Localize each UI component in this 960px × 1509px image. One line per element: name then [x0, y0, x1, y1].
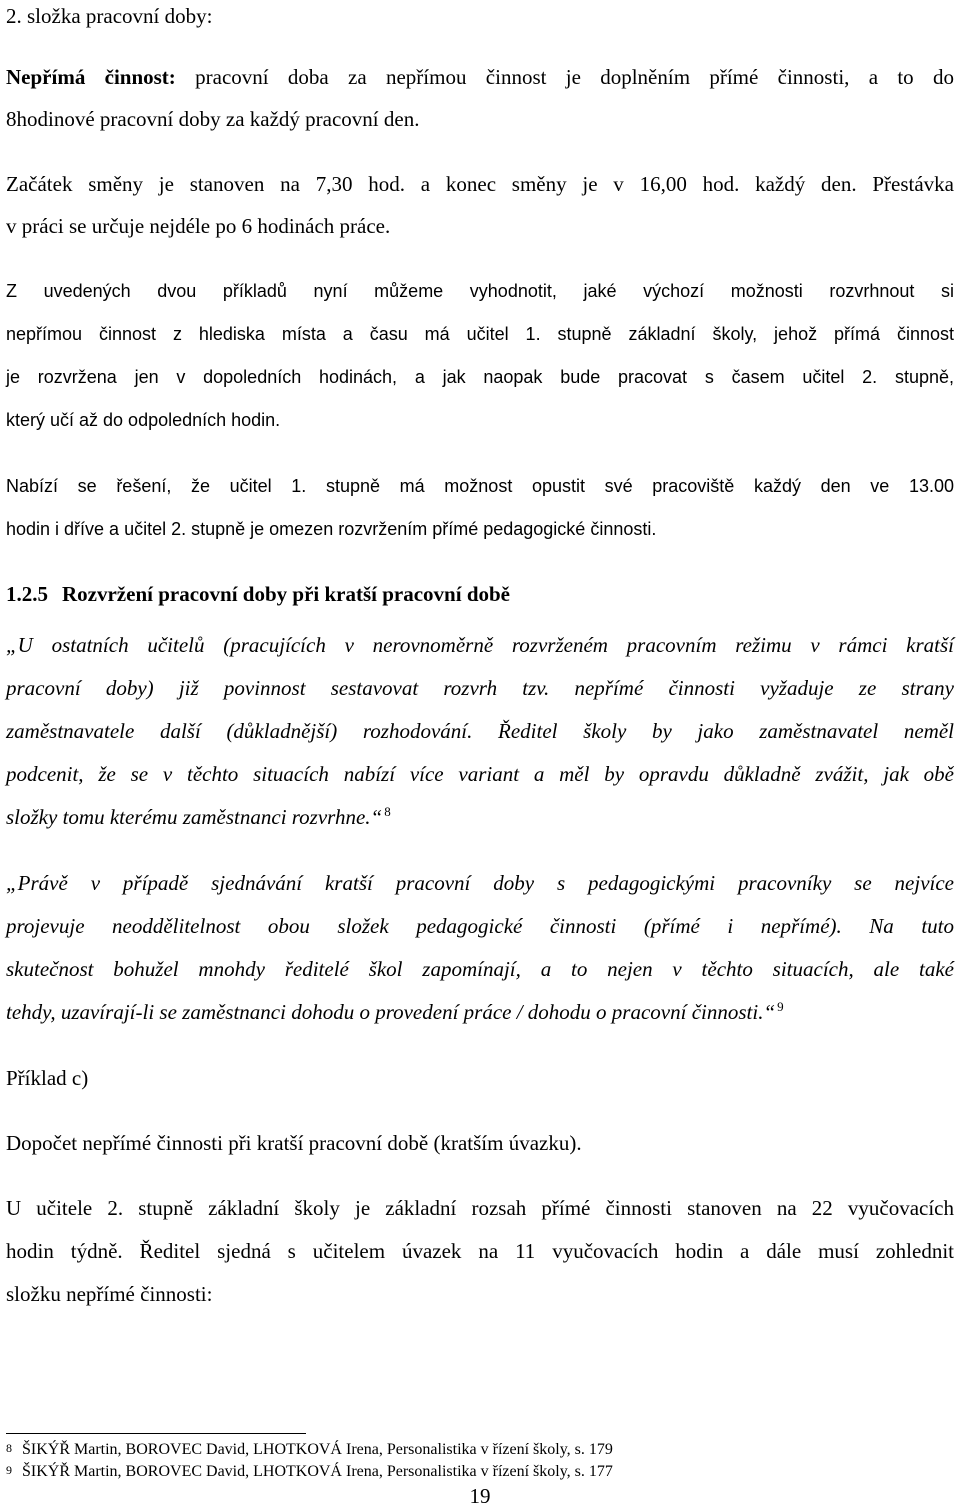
example-title: Dopočet nepřímé činnosti při kratší pracovní době (kratším úvazku).: [6, 1131, 582, 1155]
solution-paragraph-line-2: hodin i dříve a učitel 2. stupně je omezen rozvržením přímé pedagogické činnosti.: [6, 519, 657, 539]
quote2-line-2: projevuje neoddělitelnost obou složek pedagogické činnosti (přímé i nepřímé). Na tuto: [6, 914, 954, 938]
subsection-heading: [6, 580, 510, 608]
evaluation-paragraph-line-1: Z uvedených dvou příkladů nyní můžeme vyhodnotit, jaké výchozí možnosti rozvrhnout si: [6, 281, 954, 301]
example-paragraph-line-1: U učitele 2. stupně základní školy je základní rozsah přímé činnosti stanoven na 22 vyučovacích: [6, 1196, 954, 1220]
quote1-line-2: pracovní doby) již povinnost sestavovat rozvrh tzv. nepřímé činnosti vyžaduje ze strany: [6, 676, 954, 700]
indirect-paragraph-line-1: [6, 63, 954, 91]
footnote-text: ŠIKÝŘ Martin, BOROVEC David, LHOTKOVÁ Irena, Personalistika v řízení školy, s. 177: [22, 1463, 613, 1480]
indirect-text: pracovní doba za nepřímou činnost je doplněním přímé činnosti, a to do: [175, 65, 954, 89]
footnote-ref-9[interactable]: 9: [777, 999, 784, 1014]
example-paragraph-line-3: složku nepřímé činnosti:: [6, 1282, 213, 1306]
quote1-line-4: podcenit, že se v těchto situacích nabízí více variant a měl by opravdu důkladně zvážit, jak obě: [6, 762, 954, 786]
evaluation-paragraph-line-4: který učí až do odpoledních hodin.: [6, 410, 281, 430]
subsection-title: Rozvržení pracovní doby při kratší pracovní době: [62, 582, 511, 606]
footnote-number: 8: [6, 1441, 12, 1455]
example-paragraph-line-2: hodin týdně. Ředitel sjedná s učitelem úvazek na 11 vyučovacích hodin a dále musí zohlednit: [6, 1239, 954, 1263]
quote1-end-text: složky tomu kterému zaměstnanci rozvrhne.“: [6, 805, 383, 829]
shift-paragraph-line-2: v práci se určuje nejdéle po 6 hodinách práce.: [6, 214, 391, 238]
page-number: 19: [469, 1484, 491, 1508]
quote1-line-3: zaměstnavatele další (důkladnější) rozhodování. Ředitel školy by jako zaměstnavatel neměl: [6, 719, 954, 743]
footnote-9: [6, 1462, 613, 1482]
footnote-ref-8[interactable]: 8: [384, 804, 391, 819]
evaluation-paragraph-line-3: je rozvržena jen v dopoledních hodinách, a jak naopak bude pracovat s časem učitel 2. stupně,: [6, 367, 954, 387]
evaluation-paragraph-line-2: nepřímou činnost z hlediska místa a času má učitel 1. stupně základní školy, jehož přímá činnost: [6, 324, 954, 344]
section-heading: 2. složka pracovní doby:: [6, 4, 213, 28]
solution-paragraph-line-1: Nabízí se řešení, že učitel 1. stupně má možnost opustit své pracoviště každý den ve 13.00: [6, 476, 954, 496]
footnote-number: 9: [6, 1463, 12, 1477]
quote1-line-1: „U ostatních učitelů (pracujících v nerovnoměrně rozvrženém pracovním režimu v rámci kratší: [6, 633, 954, 657]
indirect-paragraph-line-2: 8hodinové pracovní doby za každý pracovní den.: [6, 107, 420, 131]
quote2-line-1: „Právě v případě sjednávání kratší pracovní doby s pedagogickými pracovníky se nejvíce: [6, 871, 954, 895]
quote2-line-4: [6, 998, 784, 1026]
indirect-label: Nepřímá činnost:: [6, 65, 176, 89]
shift-paragraph-line-1: Začátek směny je stanoven na 7,30 hod. a konec směny je v 16,00 hod. každý den. Přestávka: [6, 172, 954, 196]
footnote-8: [6, 1440, 613, 1460]
subsection-number: 1.2.5: [6, 582, 48, 606]
quote2-line-3: skutečnost bohužel mnohdy ředitelé škol zapomínají, a to nejen v těchto situacích, ale také: [6, 957, 954, 981]
footnote-text: ŠIKÝŘ Martin, BOROVEC David, LHOTKOVÁ Irena, Personalistika v řízení školy, s. 179: [22, 1441, 613, 1458]
footnote-divider: [6, 1433, 306, 1434]
example-label: Příklad c): [6, 1066, 89, 1090]
quote1-line-5: [6, 803, 391, 831]
quote2-end-text: tehdy, uzavírají-li se zaměstnanci dohodu o provedení práce / dohodu o pracovní činnosti.“: [6, 1000, 776, 1024]
